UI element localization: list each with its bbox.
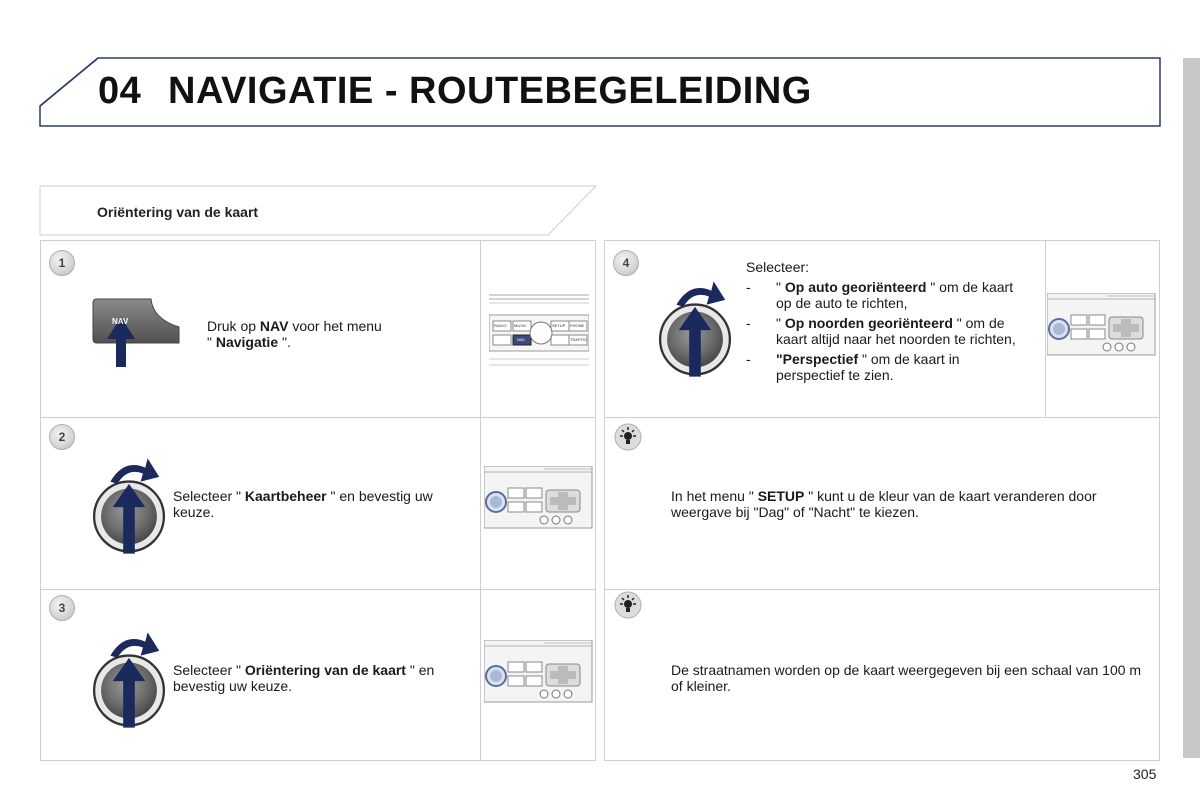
section-title: Oriëntering van de kaart — [97, 204, 259, 220]
radio-panel-cell — [1045, 241, 1160, 417]
tip-day-night-text: In het menu " SETUP " kunt u de kleur van de kaart veranderen door weergave bij "Dag" of "Nacht" te kiezen. — [671, 488, 1097, 520]
radio-panel-cell — [480, 241, 596, 417]
radio-front-setup-illustration — [1047, 293, 1157, 359]
tip-lightbulb-icon — [613, 422, 643, 452]
side-tab-bar — [1183, 58, 1200, 758]
step-panel-1 — [40, 240, 596, 418]
option-car-oriented: - " Op auto georiënteerd " om de kaart op de auto te richten, — [746, 279, 1014, 311]
radio-panel-cell — [480, 590, 596, 760]
page-number: 305 — [1133, 766, 1157, 782]
chapter-number: 04 — [98, 70, 142, 112]
tip-panel-day-night — [604, 417, 1160, 590]
radio-front-setup-illustration — [484, 466, 594, 532]
radio-label-setup: SETUP — [552, 323, 566, 328]
step-panel-4 — [604, 240, 1160, 418]
step-2-instruction: Selecteer " Kaartbeheer " en bevestig uw keuze. — [173, 488, 433, 520]
tip-street-names-text: De straatnamen worden op de kaart weergegeven bij een schaal van 100 m of kleiner. — [671, 662, 1142, 694]
rotary-dial-illustration — [93, 630, 165, 730]
step-number-badge: 2 — [49, 424, 75, 450]
radio-label-nav: NAV — [517, 337, 525, 342]
option-north-oriented: - " Op noorden georiënteerd " om de kaart altijd naar het noorden te richten, — [746, 315, 1016, 347]
radio-label-music: MUSIC — [514, 323, 527, 328]
rotary-dial-illustration — [93, 456, 165, 556]
radio-panel-cell — [480, 418, 596, 589]
chapter-title: NAVIGATIE - ROUTEBEGELEIDING — [168, 70, 812, 112]
tip-panel-street-names — [604, 589, 1160, 761]
rotary-dial-illustration — [659, 279, 731, 379]
nav-key-illustration — [91, 297, 191, 369]
step-panel-3 — [40, 589, 596, 761]
step-4-intro: Selecteer: — [746, 259, 810, 275]
step-panel-2 — [40, 417, 596, 590]
section-label-frame — [0, 180, 620, 240]
radio-label-traffic: TRAFFIC — [570, 337, 587, 342]
radio-label-phone: PHONE — [570, 323, 585, 328]
orientation-options-list — [746, 279, 1031, 387]
radio-front-setup-illustration — [484, 640, 594, 706]
step-number-badge: 1 — [49, 250, 75, 276]
radio-front-nav-illustration — [489, 293, 589, 369]
step-number-badge: 4 — [613, 250, 639, 276]
step-3-instruction: Selecteer " Oriëntering van de kaart " en bevestig uw keuze. — [173, 662, 435, 694]
radio-label-radio: RADIO — [494, 323, 507, 328]
nav-key-label: NAV — [112, 317, 129, 326]
step-number-badge: 3 — [49, 595, 75, 621]
step-1-instruction: Druk op NAV voor het menu " Navigatie ". — [207, 318, 382, 350]
tip-lightbulb-icon — [613, 590, 643, 620]
option-perspective: - "Perspectief " om de kaart in perspectief te zien. — [746, 351, 960, 383]
